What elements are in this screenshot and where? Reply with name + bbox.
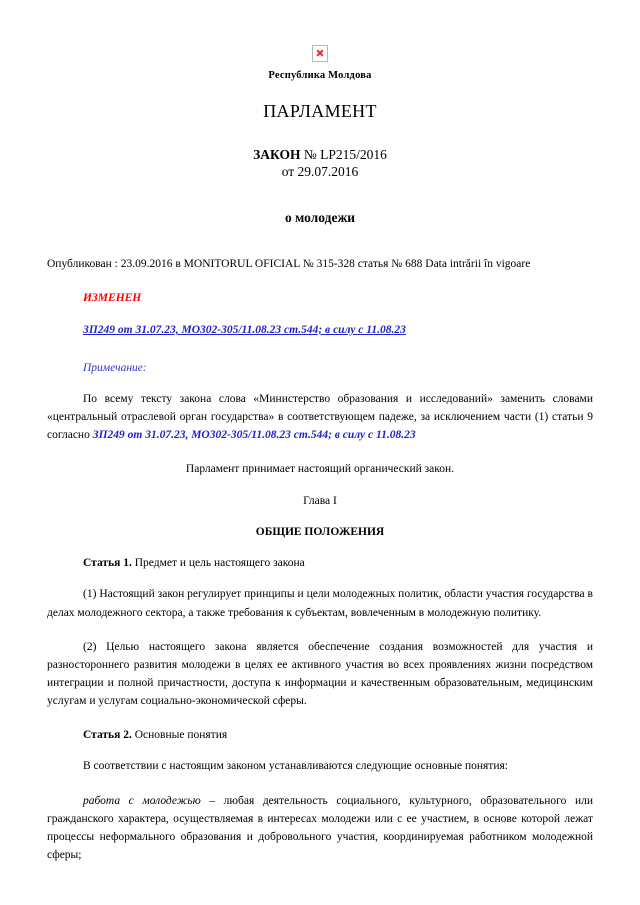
note-amendment-link[interactable]: ЗП249 от 31.07.23, МО302-305/11.08.23 ст.544; в силу с 11.08.23 [92,429,416,442]
article-2-title: Основные понятия [134,729,228,742]
page-title: о молодежи [284,210,356,225]
chapter-title: ОБЩИЕ ПОЛОЖЕНИЯ [255,526,385,539]
article-2-definition [47,792,593,865]
emblem-container [47,0,593,62]
definition-term: работа с молодежью [83,794,201,807]
law-date: от 29.07.2016 [281,164,359,179]
definition-body: – любая деятельность социального, культурного, образовательного или гражданского характера, осуществляемая в интересах молодежи или с ее участием, в основе которой лежат процессы неформального образования и добровольного участия, координируемая работником молодежной сферы; [47,794,593,862]
article-1-label: Статья 1. [83,557,132,570]
broken-image-icon [312,45,328,62]
article-2-label: Статья 2. [83,729,132,742]
enactment-statement: Парламент принимает настоящий органический закон. [185,463,455,476]
law-number: № LP215/2016 [303,147,387,162]
note-label: Примечание: [83,362,147,374]
article-2-heading [47,729,593,741]
institution-title: ПАРЛАМЕНТ [263,101,377,121]
publication-info: Опубликован : 23.09.2016 в MONITORUL OFICIAL № 315-328 статья № 688 Data intrării în vigoare [47,258,531,270]
note-text: По всему тексту закона слова «Министерство образования и исследований» заменить словами «центральный отраслевой орган государства» в соответствующем падеже, за исключением части (1) статьи 9 согласно [47,393,593,442]
note-paragraph [47,390,593,444]
article-1-paragraph-2: (2) Целью настоящего закона является обеспечение создания возможностей для участия и разностороннего развития молодежи в целях ее активного участия во всех проявлениях жизни посредством интеграции и полной причастности, доступа к информации и качественным образовательным, медицинским услугам и услугам социально-экономической сферы. [47,640,593,708]
article-2-paragraph-1: В соответствии с настоящим законом устанавливаются следующие основные понятия: [83,760,508,773]
law-label: ЗАКОН [253,147,301,162]
amendment-link[interactable]: ЗП249 от 31.07.23, МО302-305/11.08.23 ст.544; в силу с 11.08.23 [83,324,406,336]
chapter-number: Глава I [303,495,337,508]
country-subtitle: Республика Молдова [268,70,372,81]
article-1-title: Предмет и цель настоящего закона [134,557,305,570]
article-1-heading [47,557,593,569]
article-1-paragraph-1: (1) Настоящий закон регулирует принципы и цели молодежных политик, области участия государства в делах молодежного сектора, а также требования к субъектам, вовлеченным в молодежную политику. [47,588,593,619]
law-identifier [47,147,593,163]
status-badge: ИЗМЕНЕН [83,292,142,304]
